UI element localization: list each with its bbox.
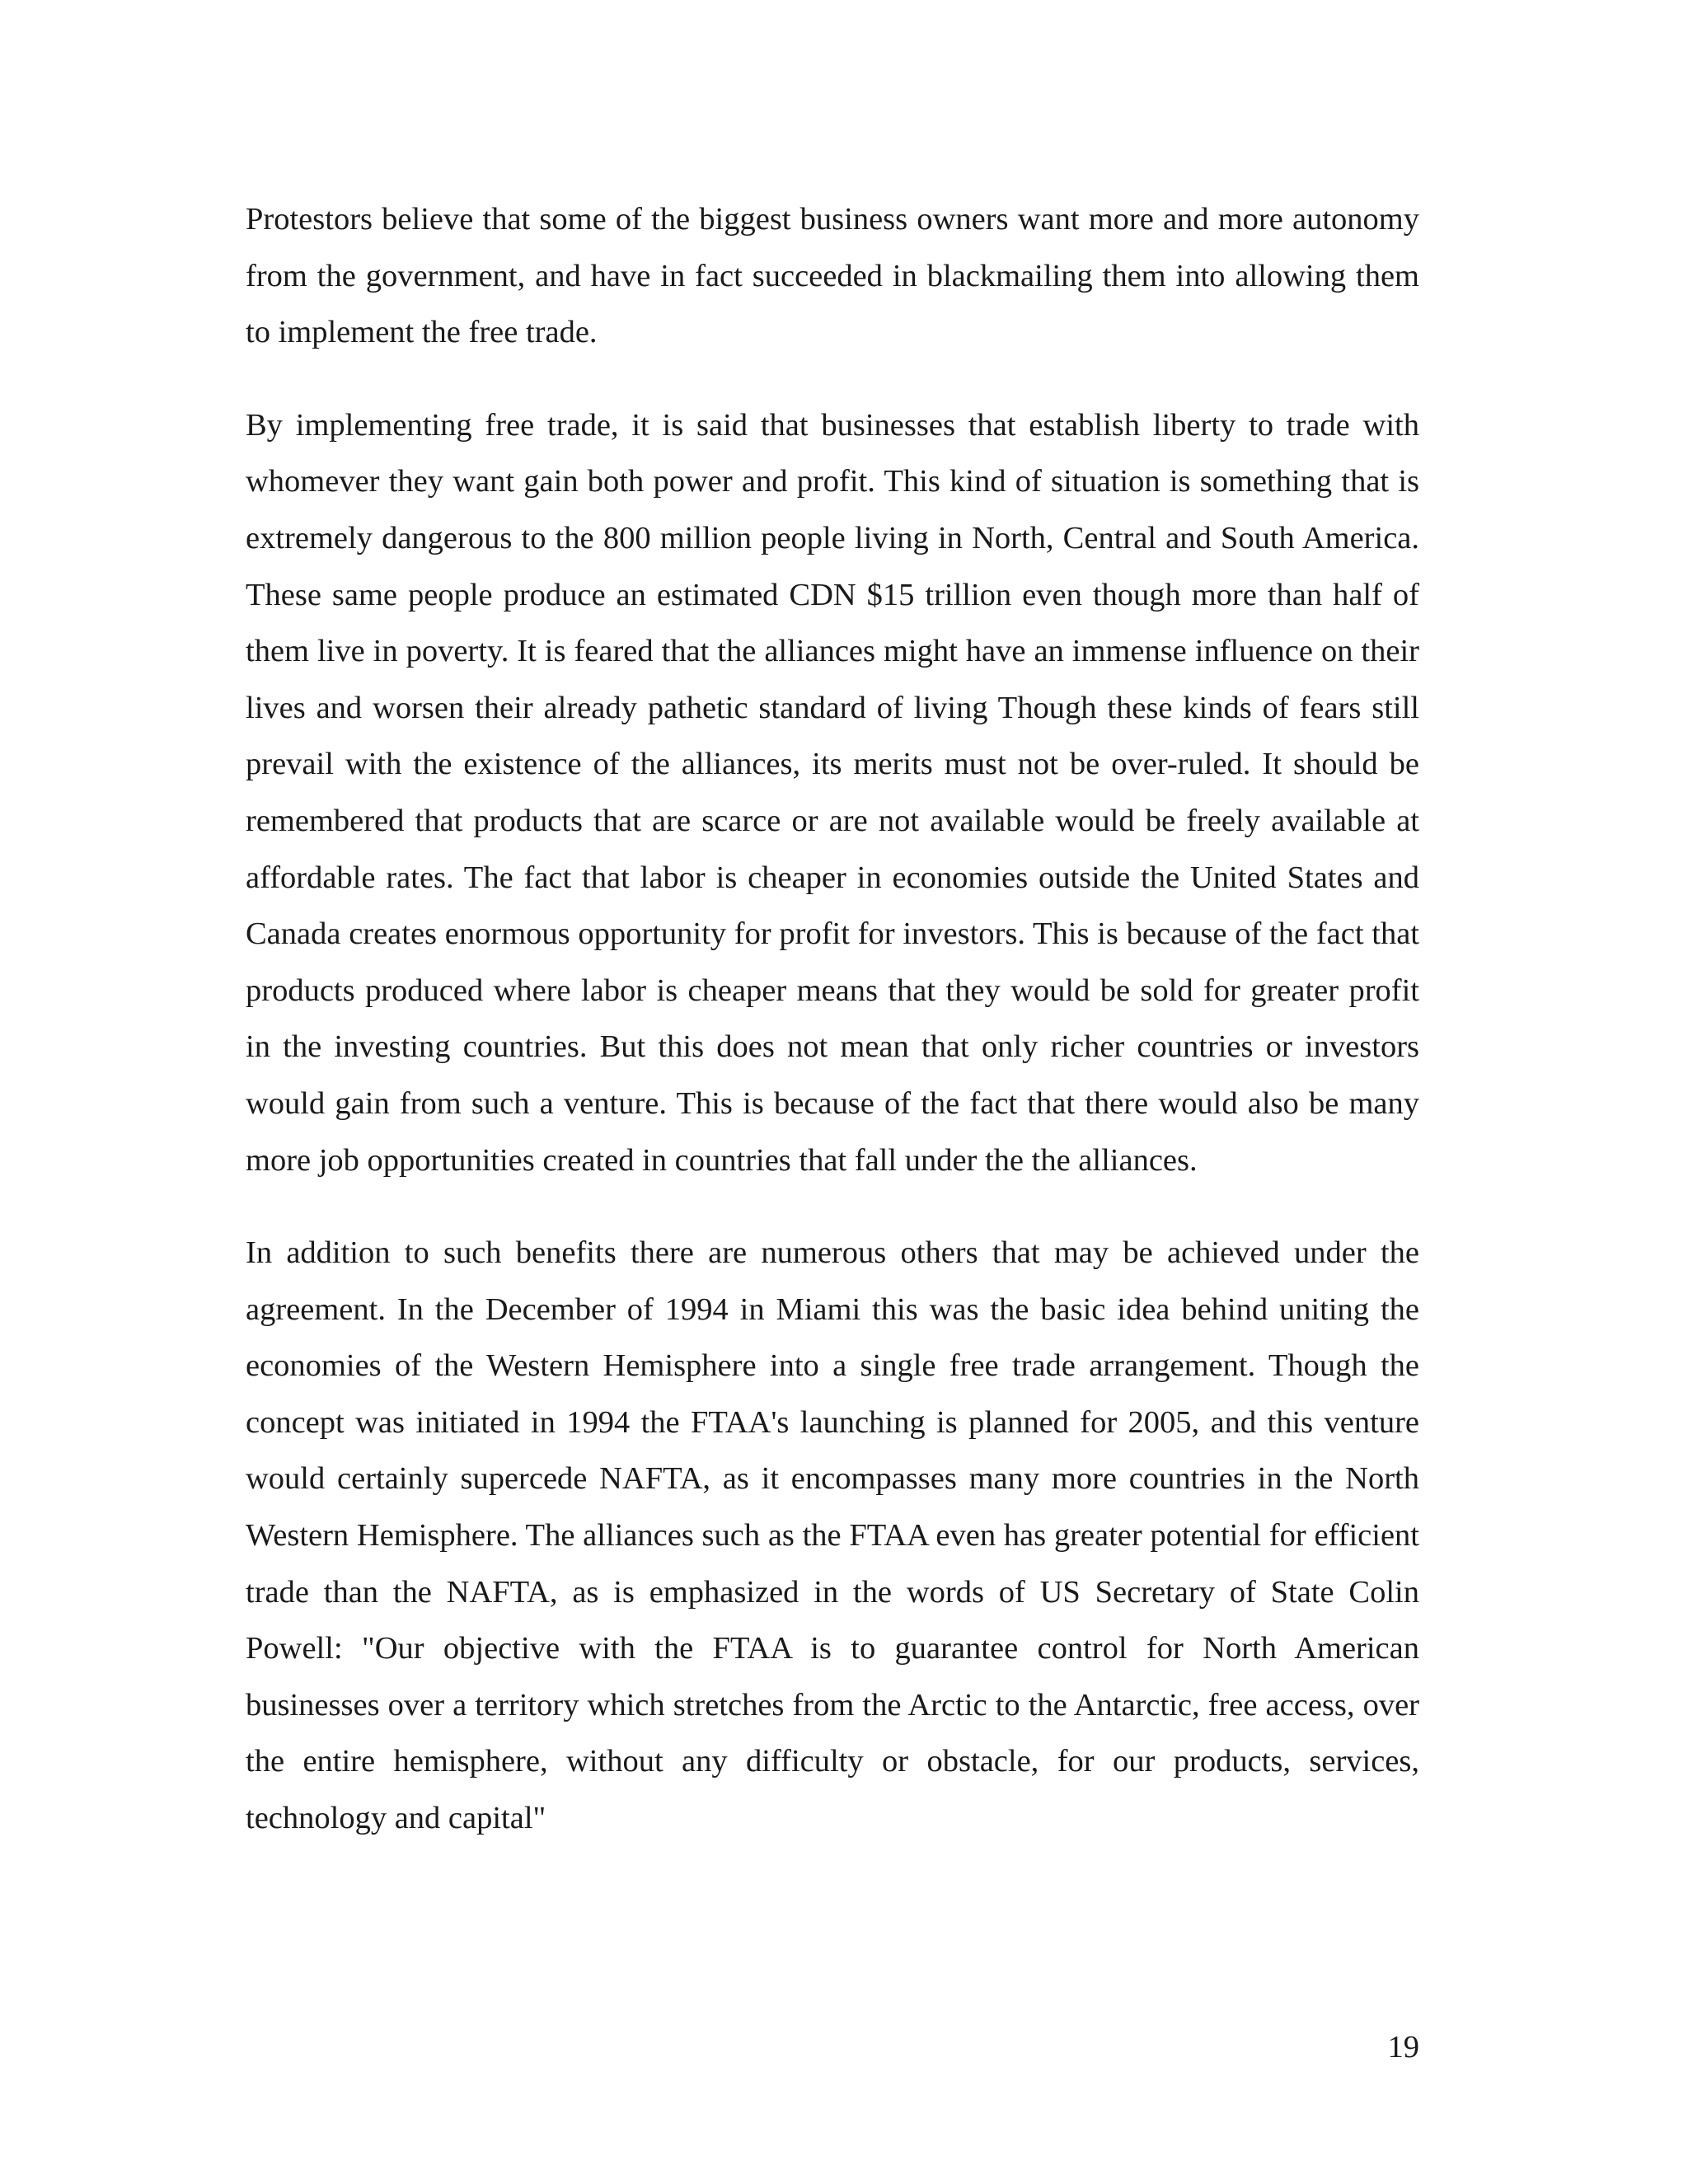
page-number: 19	[1387, 2030, 1419, 2064]
paragraph-benefits: In addition to such benefits there are numerous others that may be achieved under the agreement. In the December of 1994 in Miami this was the basic idea behind uniting the economies of the Western Hemisphere into a single free trade arrangement. Though the concept was initiated in 1994 the FTAA's launching is planned for 2005, and this venture would certainly supercede NAFTA, as it encompasses many more countries in the North Western Hemisphere. The alliances such as the FTAA even has greater potential for efficient trade than the NAFTA, as is emphasized in the words of US Secretary of State Colin Powell: "Our objective with the FTAA is to guarantee control for North American businesses over a territory which stretches from the Arctic to the Antarctic, free access, over the entire hemisphere, without any difficulty or obstacle, for our products, services, technology and capital"	[246, 1235, 1419, 1836]
paragraph-protestors: Protestors believe that some of the biggest business owners want more and more autonomy from the government, and have in fact succeeded in blackmailing them into allowing them to implement the free trade.	[246, 202, 1419, 350]
paragraph-free-trade: By implementing free trade, it is said that businesses that establish liberty to trade with whomever they want gain both power and profit. This kind of situation is something that is extremely dangerous to the 800 million people living in North, Central and South America. These same people produce an estimated CDN $15 trillion even though more than half of them live in poverty. It is feared that the alliances might have an immense influence on their lives and worsen their already pathetic standard of living Though these kinds of fears still prevail with the existence of the alliances, its merits must not be over-ruled. It should be remembered that products that are scarce or are not available would be freely available at affordable rates. The fact that labor is cheaper in economies outside the United States and Canada creates enormous opportunity for profit for investors. This is because of the fact that products produced where labor is cheaper means that they would be sold for greater profit in the investing countries. But this does not mean that only richer countries or investors would gain from such a venture. This is because of the fact that there would also be many more job opportunities created in countries that fall under the the alliances.	[246, 407, 1419, 1178]
body-text	[246, 191, 1419, 1883]
